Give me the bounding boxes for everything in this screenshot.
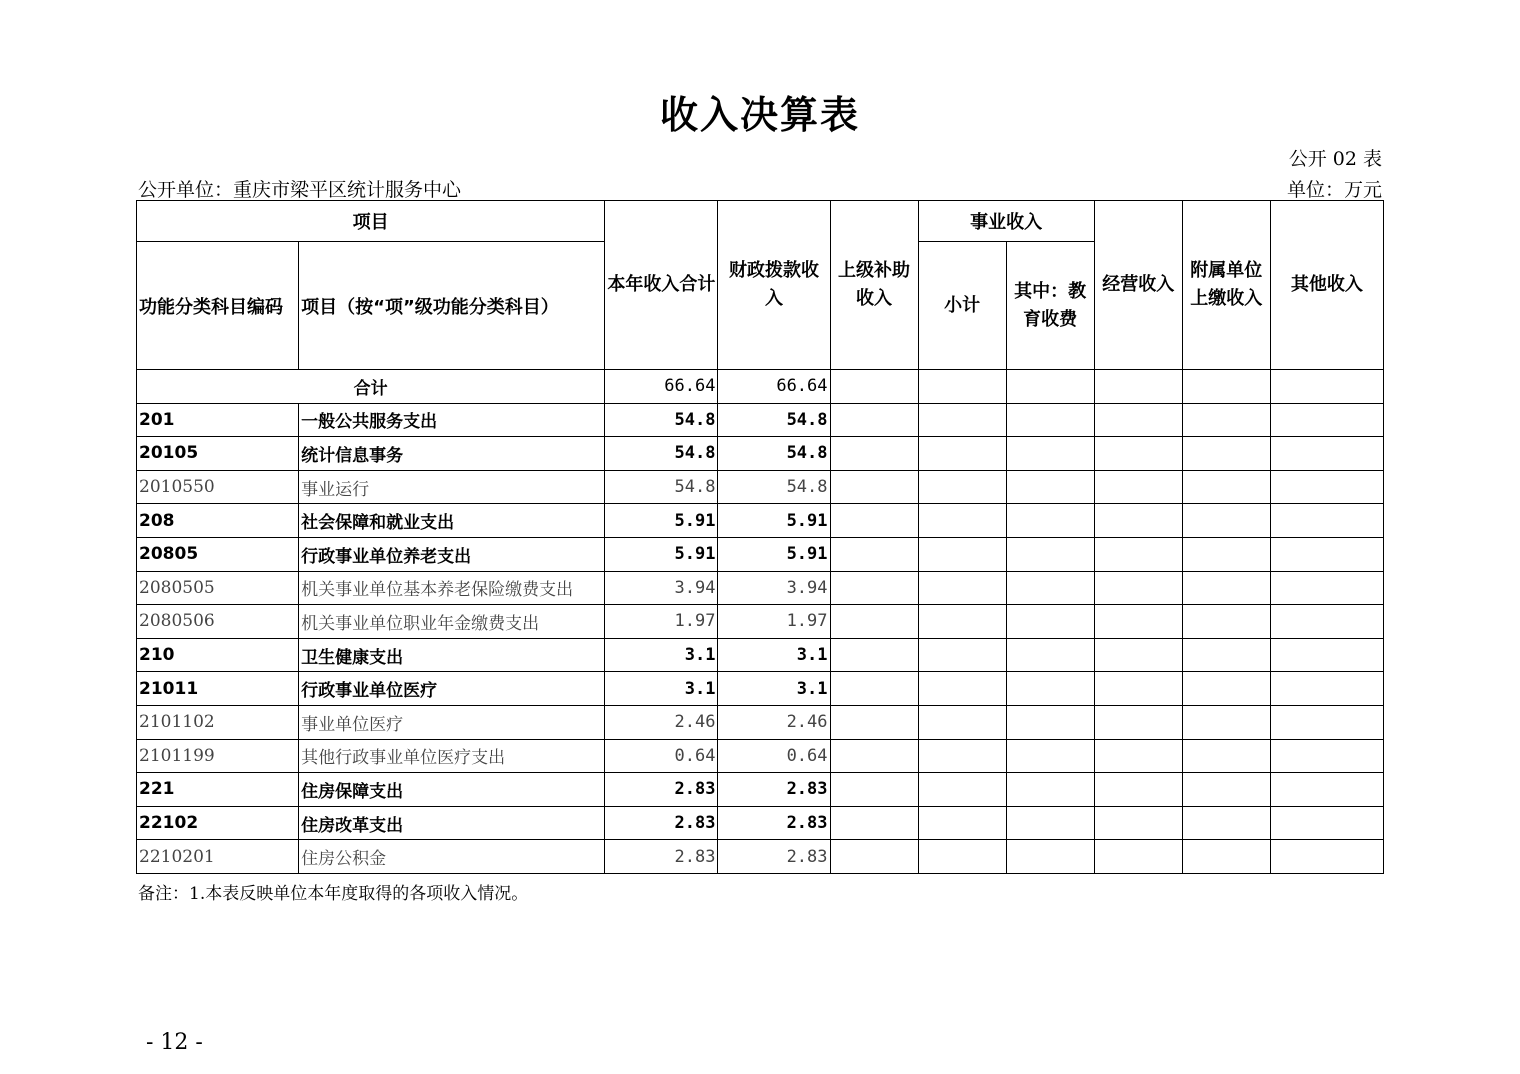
row-code: 21011 xyxy=(137,672,299,706)
row-code: 210 xyxy=(137,638,299,672)
empty-cell xyxy=(918,739,1006,773)
header-business: 事业收入 xyxy=(918,201,1094,242)
row-fiscal: 2.46 xyxy=(718,705,830,739)
table-row xyxy=(137,638,1384,672)
empty-cell xyxy=(1094,806,1182,840)
empty-cell xyxy=(918,403,1006,437)
empty-cell xyxy=(918,437,1006,471)
empty-cell xyxy=(830,672,918,706)
empty-cell xyxy=(830,705,918,739)
empty-cell xyxy=(830,739,918,773)
empty-cell xyxy=(918,773,1006,807)
empty-cell xyxy=(1182,571,1270,605)
header-name: 项目（按“项”级功能分类科目） xyxy=(299,242,605,370)
row-name: 事业单位医疗 xyxy=(299,705,605,739)
empty-cell xyxy=(1006,705,1094,739)
empty-cell xyxy=(918,840,1006,874)
total-income-value: 66.64 xyxy=(605,370,718,404)
header-superior: 上级补助收入 xyxy=(830,201,918,370)
empty-cell xyxy=(1270,739,1383,773)
table-row xyxy=(137,403,1384,437)
row-code: 2010550 xyxy=(137,470,299,504)
row-fiscal: 2.83 xyxy=(718,840,830,874)
row-code: 2080505 xyxy=(137,571,299,605)
empty-cell xyxy=(830,571,918,605)
row-code: 2101199 xyxy=(137,739,299,773)
header-project: 项目 xyxy=(137,201,605,242)
table-row xyxy=(137,739,1384,773)
table-row xyxy=(137,605,1384,639)
row-total-income: 3.1 xyxy=(605,638,718,672)
currency-unit: 单位：万元 xyxy=(1286,179,1382,201)
empty-cell xyxy=(1006,672,1094,706)
empty-cell xyxy=(1006,638,1094,672)
empty-cell xyxy=(1182,504,1270,538)
header-affiliated: 附属单位上缴收入 xyxy=(1182,201,1270,370)
empty-cell xyxy=(1006,739,1094,773)
table-row xyxy=(137,537,1384,571)
row-code: 22102 xyxy=(137,806,299,840)
empty-cell xyxy=(1006,437,1094,471)
row-total-income: 5.91 xyxy=(605,537,718,571)
empty-cell xyxy=(918,638,1006,672)
row-name: 住房改革支出 xyxy=(299,806,605,840)
header-row-1 xyxy=(137,201,1384,242)
empty-cell xyxy=(1094,773,1182,807)
row-code: 20105 xyxy=(137,437,299,471)
empty-cell xyxy=(1006,571,1094,605)
row-code: 2210201 xyxy=(137,840,299,874)
empty-cell xyxy=(1270,470,1383,504)
empty-cell xyxy=(1270,504,1383,538)
header-operating: 经营收入 xyxy=(1094,201,1182,370)
empty-cell xyxy=(1094,840,1182,874)
row-name: 住房公积金 xyxy=(299,840,605,874)
empty-cell xyxy=(1094,537,1182,571)
empty-cell xyxy=(1270,571,1383,605)
empty-cell xyxy=(918,504,1006,538)
empty-cell xyxy=(1182,437,1270,471)
table-row xyxy=(137,773,1384,807)
row-fiscal: 3.1 xyxy=(718,638,830,672)
empty-cell xyxy=(1270,773,1383,807)
footnote: 备注：1.本表反映单位本年度取得的各项收入情况。 xyxy=(138,884,529,904)
header-other: 其他收入 xyxy=(1270,201,1383,370)
empty-cell xyxy=(1006,840,1094,874)
empty-cell xyxy=(1270,840,1383,874)
form-number: 公开 02 表 xyxy=(1288,148,1382,170)
table-row xyxy=(137,571,1384,605)
empty-cell xyxy=(1182,672,1270,706)
row-code: 201 xyxy=(137,403,299,437)
row-name: 机关事业单位职业年金缴费支出 xyxy=(299,605,605,639)
row-name: 住房保障支出 xyxy=(299,773,605,807)
row-fiscal: 3.1 xyxy=(718,672,830,706)
row-fiscal: 54.8 xyxy=(718,470,830,504)
header-education: 其中：教育收费 xyxy=(1006,242,1094,370)
table-row xyxy=(137,504,1384,538)
row-total-income: 0.64 xyxy=(605,739,718,773)
reporting-unit: 公开单位：重庆市梁平区统计服务中心 xyxy=(138,179,462,201)
empty-cell xyxy=(1182,773,1270,807)
empty-cell xyxy=(1182,470,1270,504)
row-total-income: 1.97 xyxy=(605,605,718,639)
page-number: - 12 - xyxy=(146,1030,203,1055)
row-name: 事业运行 xyxy=(299,470,605,504)
empty-cell xyxy=(1094,705,1182,739)
empty-cell xyxy=(918,537,1006,571)
empty-cell xyxy=(1094,571,1182,605)
row-fiscal: 2.83 xyxy=(718,773,830,807)
row-code: 221 xyxy=(137,773,299,807)
empty-cell xyxy=(1182,403,1270,437)
row-fiscal: 5.91 xyxy=(718,504,830,538)
empty-cell xyxy=(1094,403,1182,437)
empty-cell xyxy=(830,840,918,874)
empty-cell xyxy=(1270,672,1383,706)
empty-cell xyxy=(1270,806,1383,840)
empty-cell xyxy=(918,470,1006,504)
table-row xyxy=(137,705,1384,739)
empty-cell xyxy=(830,403,918,437)
row-total-income: 2.46 xyxy=(605,705,718,739)
empty-cell xyxy=(1006,403,1094,437)
row-code: 20805 xyxy=(137,537,299,571)
empty-cell xyxy=(1006,806,1094,840)
row-total-income: 2.83 xyxy=(605,840,718,874)
total-label: 合计 xyxy=(137,370,605,404)
empty-cell xyxy=(1270,705,1383,739)
empty-cell xyxy=(1182,705,1270,739)
empty-cell xyxy=(1094,504,1182,538)
empty-cell xyxy=(1006,537,1094,571)
header-code: 功能分类科目编码 xyxy=(137,242,299,370)
total-row xyxy=(137,370,1384,404)
table-row xyxy=(137,470,1384,504)
row-total-income: 54.8 xyxy=(605,403,718,437)
empty-cell xyxy=(1006,605,1094,639)
empty-cell xyxy=(830,605,918,639)
empty-cell xyxy=(1270,537,1383,571)
row-total-income: 2.83 xyxy=(605,806,718,840)
empty-cell xyxy=(830,773,918,807)
income-table xyxy=(136,200,1384,874)
row-code: 2080506 xyxy=(137,605,299,639)
row-fiscal: 54.8 xyxy=(718,403,830,437)
empty-cell xyxy=(1006,773,1094,807)
empty-cell xyxy=(1182,840,1270,874)
empty-cell xyxy=(918,705,1006,739)
empty-cell xyxy=(830,504,918,538)
row-fiscal: 0.64 xyxy=(718,739,830,773)
empty-cell xyxy=(1182,638,1270,672)
row-code: 2101102 xyxy=(137,705,299,739)
header-fiscal: 财政拨款收入 xyxy=(718,201,830,370)
total-fiscal-value: 66.64 xyxy=(718,370,830,404)
table-row xyxy=(137,806,1384,840)
empty-cell xyxy=(830,437,918,471)
header-total-income: 本年收入合计 xyxy=(605,201,718,370)
row-total-income: 3.94 xyxy=(605,571,718,605)
empty-cell xyxy=(830,806,918,840)
empty-cell xyxy=(1094,437,1182,471)
empty-cell xyxy=(1182,537,1270,571)
row-code: 208 xyxy=(137,504,299,538)
row-name: 行政事业单位医疗 xyxy=(299,672,605,706)
table-row xyxy=(137,840,1384,874)
empty-cell xyxy=(1094,672,1182,706)
empty-cell xyxy=(1182,605,1270,639)
row-total-income: 2.83 xyxy=(605,773,718,807)
empty-cell xyxy=(918,605,1006,639)
table-row xyxy=(137,437,1384,471)
table-row xyxy=(137,672,1384,706)
empty-cell xyxy=(830,638,918,672)
empty-cell xyxy=(1270,403,1383,437)
empty-cell xyxy=(1270,437,1383,471)
table-body xyxy=(137,403,1384,873)
empty-cell xyxy=(1094,605,1182,639)
empty-cell xyxy=(1094,739,1182,773)
row-fiscal: 54.8 xyxy=(718,437,830,471)
empty-cell xyxy=(1094,638,1182,672)
row-name: 统计信息事务 xyxy=(299,437,605,471)
empty-cell xyxy=(1094,470,1182,504)
row-name: 机关事业单位基本养老保险缴费支出 xyxy=(299,571,605,605)
page-title: 收入决算表 xyxy=(659,93,860,137)
row-name: 一般公共服务支出 xyxy=(299,403,605,437)
row-name: 社会保障和就业支出 xyxy=(299,504,605,538)
empty-cell xyxy=(1270,605,1383,639)
row-total-income: 5.91 xyxy=(605,504,718,538)
row-name: 行政事业单位养老支出 xyxy=(299,537,605,571)
header-subtotal: 小计 xyxy=(918,242,1006,370)
row-name: 其他行政事业单位医疗支出 xyxy=(299,739,605,773)
empty-cell xyxy=(1182,739,1270,773)
empty-cell xyxy=(1182,806,1270,840)
empty-cell xyxy=(1270,638,1383,672)
empty-cell xyxy=(918,571,1006,605)
row-total-income: 54.8 xyxy=(605,437,718,471)
empty-cell xyxy=(830,537,918,571)
empty-cell xyxy=(918,672,1006,706)
row-fiscal: 5.91 xyxy=(718,537,830,571)
row-fiscal: 2.83 xyxy=(718,806,830,840)
row-fiscal: 1.97 xyxy=(718,605,830,639)
empty-cell xyxy=(1006,470,1094,504)
empty-cell xyxy=(918,806,1006,840)
empty-cell xyxy=(1006,504,1094,538)
row-total-income: 54.8 xyxy=(605,470,718,504)
row-total-income: 3.1 xyxy=(605,672,718,706)
empty-cell xyxy=(830,470,918,504)
row-name: 卫生健康支出 xyxy=(299,638,605,672)
row-fiscal: 3.94 xyxy=(718,571,830,605)
